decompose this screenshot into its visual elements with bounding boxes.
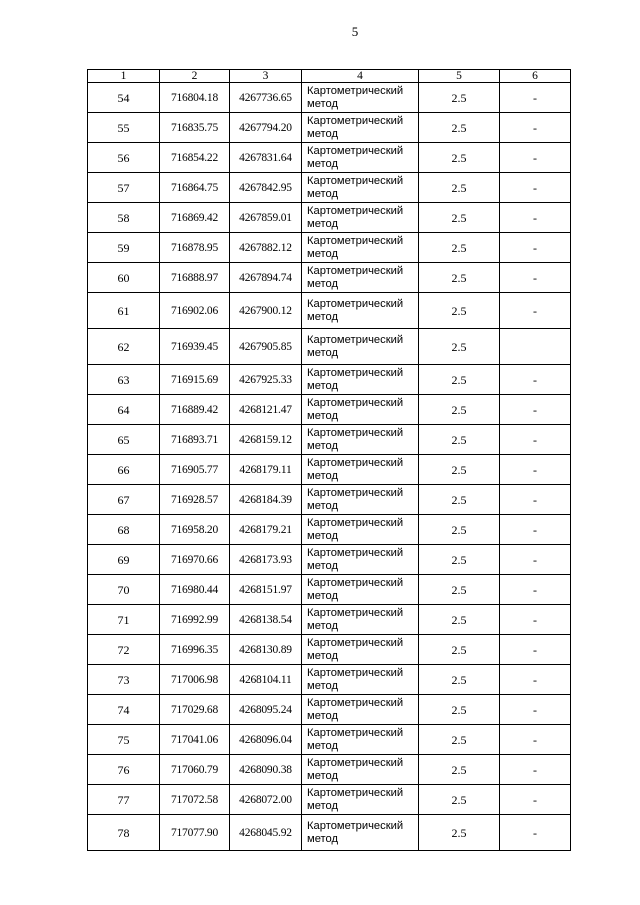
- table-row: [88, 665, 571, 695]
- accuracy-cell: 2.5: [419, 113, 500, 143]
- note-cell: -: [500, 233, 571, 263]
- method-line-2: метод: [307, 469, 339, 482]
- note-cell: -: [500, 815, 571, 851]
- column-header: 5: [419, 70, 500, 83]
- method-line-1: Картометрический: [307, 576, 404, 589]
- note-cell: -: [500, 515, 571, 545]
- method-line-1: Картометрический: [307, 234, 404, 247]
- column-header: 6: [500, 70, 571, 83]
- method-cell: [302, 605, 419, 635]
- method-line-1: Картометрический: [307, 333, 404, 346]
- table-row: [88, 233, 571, 263]
- y-coordinate-cell: 4268179.11: [230, 455, 302, 485]
- y-coordinate-cell: 4268179.21: [230, 515, 302, 545]
- note-cell: -: [500, 665, 571, 695]
- note-cell: -: [500, 785, 571, 815]
- point-number-cell: 57: [88, 173, 160, 203]
- method-line-2: метод: [307, 649, 339, 662]
- y-coordinate-cell: 4267831.64: [230, 143, 302, 173]
- accuracy-cell: 2.5: [419, 695, 500, 725]
- note-cell: [500, 329, 571, 365]
- y-coordinate-cell: 4268151.97: [230, 575, 302, 605]
- table-row: [88, 575, 571, 605]
- x-coordinate-cell: 716869.42: [160, 203, 230, 233]
- method-cell: [302, 665, 419, 695]
- y-coordinate-cell: 4268159.12: [230, 425, 302, 455]
- table-body: [88, 83, 571, 851]
- point-number-cell: 74: [88, 695, 160, 725]
- method-cell: [302, 233, 419, 263]
- table-row: [88, 605, 571, 635]
- note-cell: -: [500, 605, 571, 635]
- point-number-cell: 56: [88, 143, 160, 173]
- method-line-2: метод: [307, 187, 339, 200]
- point-number-cell: 72: [88, 635, 160, 665]
- accuracy-cell: 2.5: [419, 455, 500, 485]
- accuracy-cell: 2.5: [419, 665, 500, 695]
- accuracy-cell: 2.5: [419, 725, 500, 755]
- method-line-1: Картометрический: [307, 204, 404, 217]
- y-coordinate-cell: 4268104.11: [230, 665, 302, 695]
- method-line-2: метод: [307, 799, 339, 812]
- y-coordinate-cell: 4267859.01: [230, 203, 302, 233]
- x-coordinate-cell: 716915.69: [160, 365, 230, 395]
- method-cell: [302, 113, 419, 143]
- y-coordinate-cell: 4268072.00: [230, 785, 302, 815]
- method-cell: [302, 83, 419, 113]
- method-line-1: Картометрический: [307, 456, 404, 469]
- accuracy-cell: 2.5: [419, 395, 500, 425]
- method-line-1: Картометрический: [307, 144, 404, 157]
- y-coordinate-cell: 4267905.85: [230, 329, 302, 365]
- y-coordinate-cell: 4267882.12: [230, 233, 302, 263]
- method-line-2: метод: [307, 709, 339, 722]
- point-number-cell: 65: [88, 425, 160, 455]
- method-line-1: Картометрический: [307, 114, 404, 127]
- method-line-1: Картометрический: [307, 786, 404, 799]
- note-cell: -: [500, 263, 571, 293]
- point-number-cell: 78: [88, 815, 160, 851]
- method-cell: [302, 725, 419, 755]
- point-number-cell: 71: [88, 605, 160, 635]
- method-line-1: Картометрический: [307, 636, 404, 649]
- column-header: 3: [230, 70, 302, 83]
- method-cell: [302, 785, 419, 815]
- y-coordinate-cell: 4267842.95: [230, 173, 302, 203]
- point-number-cell: 58: [88, 203, 160, 233]
- method-line-2: метод: [307, 529, 339, 542]
- method-line-1: Картометрический: [307, 819, 404, 832]
- method-line-1: Картометрический: [307, 486, 404, 499]
- method-line-2: метод: [307, 589, 339, 602]
- x-coordinate-cell: 716893.71: [160, 425, 230, 455]
- method-line-1: Картометрический: [307, 666, 404, 679]
- x-coordinate-cell: 717029.68: [160, 695, 230, 725]
- x-coordinate-cell: 716902.06: [160, 293, 230, 329]
- coordinates-table: [87, 69, 571, 851]
- point-number-cell: 64: [88, 395, 160, 425]
- table-row: [88, 143, 571, 173]
- x-coordinate-cell: 716939.45: [160, 329, 230, 365]
- table-header-row: [88, 70, 571, 83]
- point-number-cell: 59: [88, 233, 160, 263]
- table-row: [88, 815, 571, 851]
- accuracy-cell: 2.5: [419, 545, 500, 575]
- table-row: [88, 755, 571, 785]
- table-row: [88, 203, 571, 233]
- table-row: [88, 785, 571, 815]
- method-line-2: метод: [307, 499, 339, 512]
- x-coordinate-cell: 716864.75: [160, 173, 230, 203]
- note-cell: -: [500, 485, 571, 515]
- method-cell: [302, 329, 419, 365]
- x-coordinate-cell: 717077.90: [160, 815, 230, 851]
- note-cell: -: [500, 143, 571, 173]
- x-coordinate-cell: 716958.20: [160, 515, 230, 545]
- method-cell: [302, 173, 419, 203]
- method-cell: [302, 203, 419, 233]
- method-cell: [302, 143, 419, 173]
- method-line-1: Картометрический: [307, 366, 404, 379]
- method-line-1: Картометрический: [307, 426, 404, 439]
- column-header: 2: [160, 70, 230, 83]
- table-row: [88, 293, 571, 329]
- method-line-1: Картометрический: [307, 606, 404, 619]
- table-row: [88, 365, 571, 395]
- method-cell: [302, 515, 419, 545]
- x-coordinate-cell: 716928.57: [160, 485, 230, 515]
- point-number-cell: 63: [88, 365, 160, 395]
- accuracy-cell: 2.5: [419, 575, 500, 605]
- table-row: [88, 515, 571, 545]
- method-cell: [302, 485, 419, 515]
- column-header: 4: [302, 70, 419, 83]
- accuracy-cell: 2.5: [419, 143, 500, 173]
- accuracy-cell: 2.5: [419, 485, 500, 515]
- point-number-cell: 66: [88, 455, 160, 485]
- note-cell: -: [500, 455, 571, 485]
- method-line-2: метод: [307, 439, 339, 452]
- x-coordinate-cell: 717041.06: [160, 725, 230, 755]
- accuracy-cell: 2.5: [419, 329, 500, 365]
- accuracy-cell: 2.5: [419, 293, 500, 329]
- method-line-1: Картометрический: [307, 264, 404, 277]
- accuracy-cell: 2.5: [419, 365, 500, 395]
- accuracy-cell: 2.5: [419, 173, 500, 203]
- method-line-2: метод: [307, 679, 339, 692]
- point-number-cell: 60: [88, 263, 160, 293]
- method-line-2: метод: [307, 277, 339, 290]
- method-cell: [302, 635, 419, 665]
- method-line-2: метод: [307, 379, 339, 392]
- point-number-cell: 67: [88, 485, 160, 515]
- method-line-2: метод: [307, 217, 339, 230]
- method-line-2: метод: [307, 346, 339, 359]
- table-row: [88, 485, 571, 515]
- method-cell: [302, 755, 419, 785]
- method-line-1: Картометрический: [307, 546, 404, 559]
- table-row: [88, 455, 571, 485]
- note-cell: -: [500, 203, 571, 233]
- method-line-2: метод: [307, 310, 339, 323]
- note-cell: -: [500, 173, 571, 203]
- method-line-1: Картометрический: [307, 516, 404, 529]
- x-coordinate-cell: 716878.95: [160, 233, 230, 263]
- point-number-cell: 69: [88, 545, 160, 575]
- note-cell: -: [500, 635, 571, 665]
- x-coordinate-cell: 717060.79: [160, 755, 230, 785]
- method-line-2: метод: [307, 247, 339, 260]
- method-line-2: метод: [307, 769, 339, 782]
- x-coordinate-cell: 717072.58: [160, 785, 230, 815]
- method-cell: [302, 575, 419, 605]
- table-row: [88, 545, 571, 575]
- y-coordinate-cell: 4267925.33: [230, 365, 302, 395]
- point-number-cell: 54: [88, 83, 160, 113]
- method-line-1: Картометрический: [307, 84, 404, 97]
- method-line-2: метод: [307, 97, 339, 110]
- note-cell: -: [500, 83, 571, 113]
- note-cell: -: [500, 545, 571, 575]
- point-number-cell: 68: [88, 515, 160, 545]
- x-coordinate-cell: 716889.42: [160, 395, 230, 425]
- method-cell: [302, 455, 419, 485]
- method-line-2: метод: [307, 619, 339, 632]
- x-coordinate-cell: 716996.35: [160, 635, 230, 665]
- y-coordinate-cell: 4267894.74: [230, 263, 302, 293]
- table-row: [88, 173, 571, 203]
- method-line-1: Картометрический: [307, 726, 404, 739]
- note-cell: -: [500, 365, 571, 395]
- y-coordinate-cell: 4268130.89: [230, 635, 302, 665]
- method-cell: [302, 695, 419, 725]
- note-cell: -: [500, 755, 571, 785]
- table-row: [88, 635, 571, 665]
- method-line-1: Картометрический: [307, 696, 404, 709]
- y-coordinate-cell: 4267900.12: [230, 293, 302, 329]
- point-number-cell: 77: [88, 785, 160, 815]
- x-coordinate-cell: 716980.44: [160, 575, 230, 605]
- note-cell: -: [500, 395, 571, 425]
- table-row: [88, 695, 571, 725]
- method-cell: [302, 815, 419, 851]
- table-row: [88, 113, 571, 143]
- method-line-2: метод: [307, 157, 339, 170]
- y-coordinate-cell: 4268121.47: [230, 395, 302, 425]
- column-header: 1: [88, 70, 160, 83]
- point-number-cell: 75: [88, 725, 160, 755]
- point-number-cell: 55: [88, 113, 160, 143]
- table-row: [88, 395, 571, 425]
- method-cell: [302, 365, 419, 395]
- y-coordinate-cell: 4268096.04: [230, 725, 302, 755]
- note-cell: -: [500, 575, 571, 605]
- accuracy-cell: 2.5: [419, 785, 500, 815]
- method-line-1: Картометрический: [307, 396, 404, 409]
- y-coordinate-cell: 4267794.20: [230, 113, 302, 143]
- method-line-2: метод: [307, 559, 339, 572]
- method-cell: [302, 395, 419, 425]
- method-line-2: метод: [307, 739, 339, 752]
- table-row: [88, 83, 571, 113]
- y-coordinate-cell: 4267736.65: [230, 83, 302, 113]
- accuracy-cell: 2.5: [419, 635, 500, 665]
- note-cell: -: [500, 695, 571, 725]
- table-row: [88, 329, 571, 365]
- x-coordinate-cell: 716804.18: [160, 83, 230, 113]
- method-cell: [302, 293, 419, 329]
- accuracy-cell: 2.5: [419, 233, 500, 263]
- method-line-1: Картометрический: [307, 297, 404, 310]
- method-cell: [302, 545, 419, 575]
- point-number-cell: 76: [88, 755, 160, 785]
- table-row: [88, 725, 571, 755]
- accuracy-cell: 2.5: [419, 755, 500, 785]
- y-coordinate-cell: 4268095.24: [230, 695, 302, 725]
- point-number-cell: 62: [88, 329, 160, 365]
- method-line-1: Картометрический: [307, 756, 404, 769]
- method-cell: [302, 425, 419, 455]
- x-coordinate-cell: 716888.97: [160, 263, 230, 293]
- x-coordinate-cell: 716970.66: [160, 545, 230, 575]
- note-cell: -: [500, 725, 571, 755]
- point-number-cell: 61: [88, 293, 160, 329]
- table-row: [88, 263, 571, 293]
- accuracy-cell: 2.5: [419, 203, 500, 233]
- method-cell: [302, 263, 419, 293]
- point-number-cell: 73: [88, 665, 160, 695]
- page-number: 5: [351, 24, 359, 39]
- point-number-cell: 70: [88, 575, 160, 605]
- note-cell: -: [500, 113, 571, 143]
- note-cell: -: [500, 293, 571, 329]
- x-coordinate-cell: 716835.75: [160, 113, 230, 143]
- y-coordinate-cell: 4268138.54: [230, 605, 302, 635]
- y-coordinate-cell: 4268184.39: [230, 485, 302, 515]
- x-coordinate-cell: 716905.77: [160, 455, 230, 485]
- y-coordinate-cell: 4268173.93: [230, 545, 302, 575]
- method-line-1: Картометрический: [307, 174, 404, 187]
- accuracy-cell: 2.5: [419, 515, 500, 545]
- x-coordinate-cell: 717006.98: [160, 665, 230, 695]
- accuracy-cell: 2.5: [419, 263, 500, 293]
- y-coordinate-cell: 4268045.92: [230, 815, 302, 851]
- y-coordinate-cell: 4268090.38: [230, 755, 302, 785]
- accuracy-cell: 2.5: [419, 815, 500, 851]
- table-row: [88, 425, 571, 455]
- note-cell: -: [500, 425, 571, 455]
- x-coordinate-cell: 716992.99: [160, 605, 230, 635]
- x-coordinate-cell: 716854.22: [160, 143, 230, 173]
- method-line-2: метод: [307, 832, 339, 845]
- method-line-2: метод: [307, 409, 339, 422]
- accuracy-cell: 2.5: [419, 83, 500, 113]
- accuracy-cell: 2.5: [419, 605, 500, 635]
- method-line-2: метод: [307, 127, 339, 140]
- accuracy-cell: 2.5: [419, 425, 500, 455]
